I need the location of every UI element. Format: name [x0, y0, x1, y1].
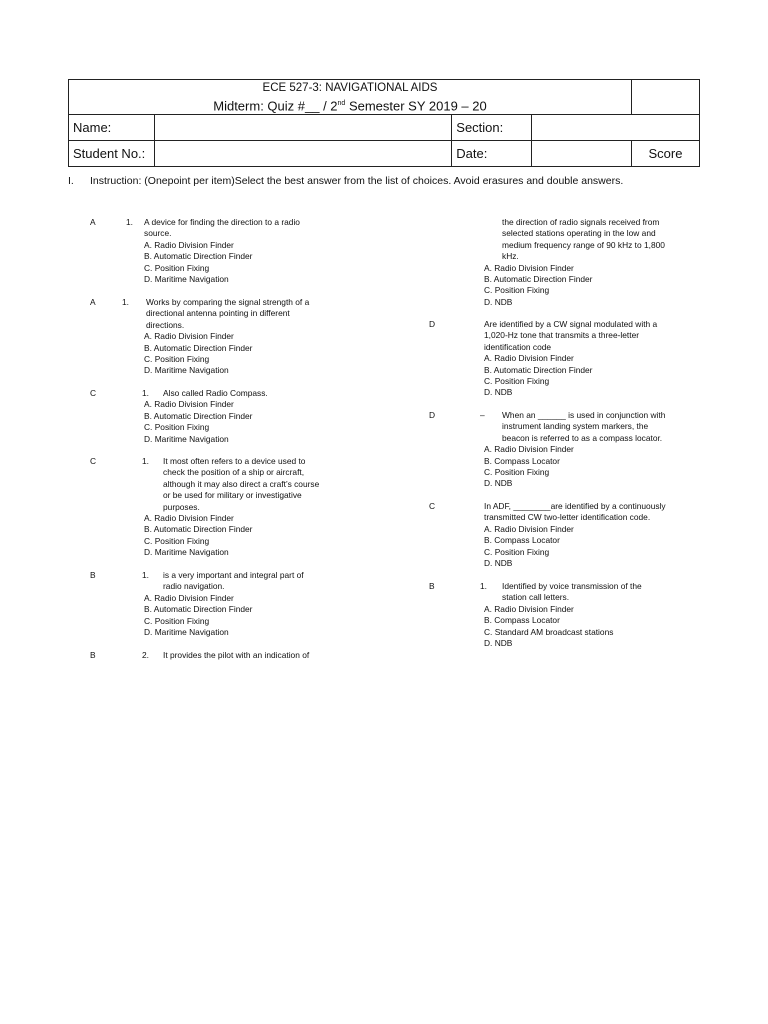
question-line: When an ______ is used in conjunction with	[502, 410, 666, 420]
option-item: D. NDB	[484, 638, 513, 649]
option-item: A. Radio Division Finder	[144, 239, 234, 250]
question-line: identification code	[484, 341, 552, 352]
option-item: D. NDB	[484, 296, 513, 307]
question-line: It provides the pilot with an indication of	[163, 650, 310, 660]
option-item: D. Maritime Navigation	[144, 433, 229, 444]
question-number: 1.	[126, 217, 133, 227]
name-field[interactable]	[154, 115, 451, 141]
question-line: A device for finding the direction to a radio	[144, 217, 300, 227]
question-text	[146, 297, 346, 331]
question-line: check the position of a ship or aircraft,	[163, 467, 305, 478]
question-line: purposes.	[163, 501, 200, 512]
question-line: medium frequency range of 90 kHz to 1,800	[502, 239, 665, 250]
question-line: station call letters.	[502, 592, 570, 603]
option-item: D. NDB	[484, 558, 513, 569]
option-item: A. Radio Division Finder	[144, 592, 234, 603]
question-text	[502, 217, 694, 263]
question-line: directional antenna pointing in different	[146, 308, 290, 319]
question-text	[163, 388, 363, 399]
option-item: D. Maritime Navigation	[144, 627, 229, 638]
question-number: 1.	[122, 297, 129, 307]
question-line: directions.	[146, 319, 185, 330]
option-item: C. Position Fixing	[144, 354, 210, 364]
question-line: source.	[144, 228, 172, 239]
option-item: B. Automatic Direction Finder	[484, 274, 593, 284]
answer-options	[484, 353, 592, 399]
option-item: C. Standard AM broadcast stations	[484, 626, 614, 637]
answer-options	[484, 524, 574, 570]
name-label: Name:	[69, 115, 155, 141]
question-number: 1.	[480, 581, 487, 591]
option-item: C. Position Fixing	[484, 285, 550, 296]
section-label: Section:	[452, 115, 532, 141]
question-line: the direction of radio signals received from	[502, 217, 660, 227]
answer-options	[144, 593, 252, 639]
option-item: A. Radio Division Finder	[144, 513, 234, 523]
answer-options	[144, 331, 252, 377]
option-item: C. Position Fixing	[144, 422, 210, 433]
option-item: B. Automatic Direction Finder	[144, 410, 253, 421]
question-line: 1,020-Hz tone that transmits a three-letter	[484, 330, 640, 341]
option-item: B. Compass Locator	[484, 455, 560, 466]
student-no-label: Student No.:	[69, 141, 155, 167]
answer-options	[484, 263, 592, 309]
answer-options	[484, 604, 613, 650]
question-line: selected stations operating in the low and	[502, 228, 656, 239]
option-item: B. Automatic Direction Finder	[144, 524, 253, 535]
answer-key: A	[90, 297, 96, 307]
blank-score-cell	[632, 80, 700, 115]
question-text	[502, 581, 692, 604]
question-line: Also called Radio Compass.	[163, 388, 268, 398]
answer-key: C	[429, 501, 436, 511]
question-line: It most often refers to a device used to	[163, 456, 306, 466]
header-table	[68, 79, 700, 167]
option-item: D. Maritime Navigation	[144, 547, 229, 558]
option-item: D. Maritime Navigation	[144, 274, 229, 285]
exam-title	[73, 95, 627, 114]
answer-options	[144, 240, 252, 286]
option-item: B. Compass Locator	[484, 535, 560, 546]
question-line: instrument landing system markers, the	[502, 421, 649, 432]
question-text	[163, 650, 353, 661]
option-item: C. Position Fixing	[484, 376, 550, 386]
answer-options	[484, 444, 574, 490]
question-number: 2.	[142, 650, 149, 660]
question-line: or be used for military or investigative	[163, 490, 302, 501]
question-text	[163, 570, 363, 593]
question-text	[144, 217, 344, 240]
date-label: Date:	[452, 141, 532, 167]
exam-prefix: Midterm: Quiz #__ / 2	[213, 98, 338, 114]
question-line: In ADF, ________are identified by a continuously	[484, 501, 666, 511]
title-cell	[69, 80, 632, 115]
answer-key: B	[90, 650, 96, 660]
answer-key: C	[90, 456, 97, 466]
option-item: B. Automatic Direction Finder	[484, 364, 593, 375]
instruction	[68, 175, 623, 187]
answer-options	[144, 399, 252, 445]
question-number: –	[480, 410, 485, 420]
question-text	[484, 501, 698, 524]
option-item: B. Automatic Direction Finder	[144, 604, 253, 615]
option-item: A. Radio Division Finder	[484, 444, 574, 455]
date-field[interactable]	[532, 141, 632, 167]
answer-options	[144, 513, 252, 559]
question-line: Identified by voice transmission of the	[502, 581, 642, 591]
question-line: although it may also direct a craft’s course	[163, 478, 320, 489]
score-label: Score	[632, 141, 700, 167]
course-title: ECE 527-3: NAVIGATIONAL AIDS	[262, 82, 438, 94]
option-item: B. Compass Locator	[484, 615, 560, 626]
student-no-field[interactable]	[154, 141, 451, 167]
question-text	[163, 456, 343, 513]
question-number: 1.	[142, 388, 149, 398]
answer-key: D	[429, 410, 436, 420]
question-line: Are identified by a CW signal modulated with a	[484, 319, 658, 329]
question-line: Works by comparing the signal strength of a	[146, 297, 310, 307]
answer-key: B	[90, 570, 96, 580]
question-number: 1.	[142, 456, 149, 466]
instruction-roman: I.	[68, 175, 74, 187]
exam-suffix: Semester SY 2019 – 20	[345, 98, 487, 114]
question-line: transmitted CW two-letter identification code.	[484, 512, 651, 523]
option-item: C. Position Fixing	[484, 546, 550, 557]
option-item: A. Radio Division Finder	[144, 331, 234, 342]
section-field[interactable]	[532, 115, 700, 141]
question-line: beacon is referred to as a compass locator.	[502, 432, 663, 443]
question-line: is a very important and integral part of	[163, 570, 304, 580]
option-item: B. Automatic Direction Finder	[144, 342, 253, 353]
option-item: A. Radio Division Finder	[484, 353, 574, 364]
option-item: D. NDB	[484, 478, 513, 489]
option-item: C. Position Fixing	[144, 615, 210, 626]
option-item: C. Position Fixing	[484, 467, 550, 477]
option-item: A. Radio Division Finder	[484, 262, 574, 273]
option-item: A. Radio Division Finder	[484, 523, 574, 534]
answer-key: C	[90, 388, 97, 398]
question-text	[502, 410, 692, 444]
option-item: C. Position Fixing	[144, 262, 210, 273]
option-item: A. Radio Division Finder	[144, 399, 234, 410]
question-line: kHz.	[502, 251, 519, 262]
option-item: D. Maritime Navigation	[144, 365, 229, 376]
option-item: A. Radio Division Finder	[484, 603, 574, 614]
instruction-text: Instruction: (Onepoint per item)Select the best answer from the list of choices. Avoid erasures and double answers.	[90, 175, 624, 187]
question-text	[484, 319, 694, 353]
option-item: C. Position Fixing	[144, 535, 210, 546]
option-item: D. NDB	[484, 387, 513, 398]
exam-sup: nd	[337, 100, 346, 107]
answer-key: D	[429, 319, 436, 329]
answer-key: A	[90, 217, 96, 227]
question-line: radio navigation.	[163, 581, 225, 592]
option-item: B. Automatic Direction Finder	[144, 251, 253, 262]
answer-key: B	[429, 581, 435, 591]
question-number: 1.	[142, 570, 149, 580]
